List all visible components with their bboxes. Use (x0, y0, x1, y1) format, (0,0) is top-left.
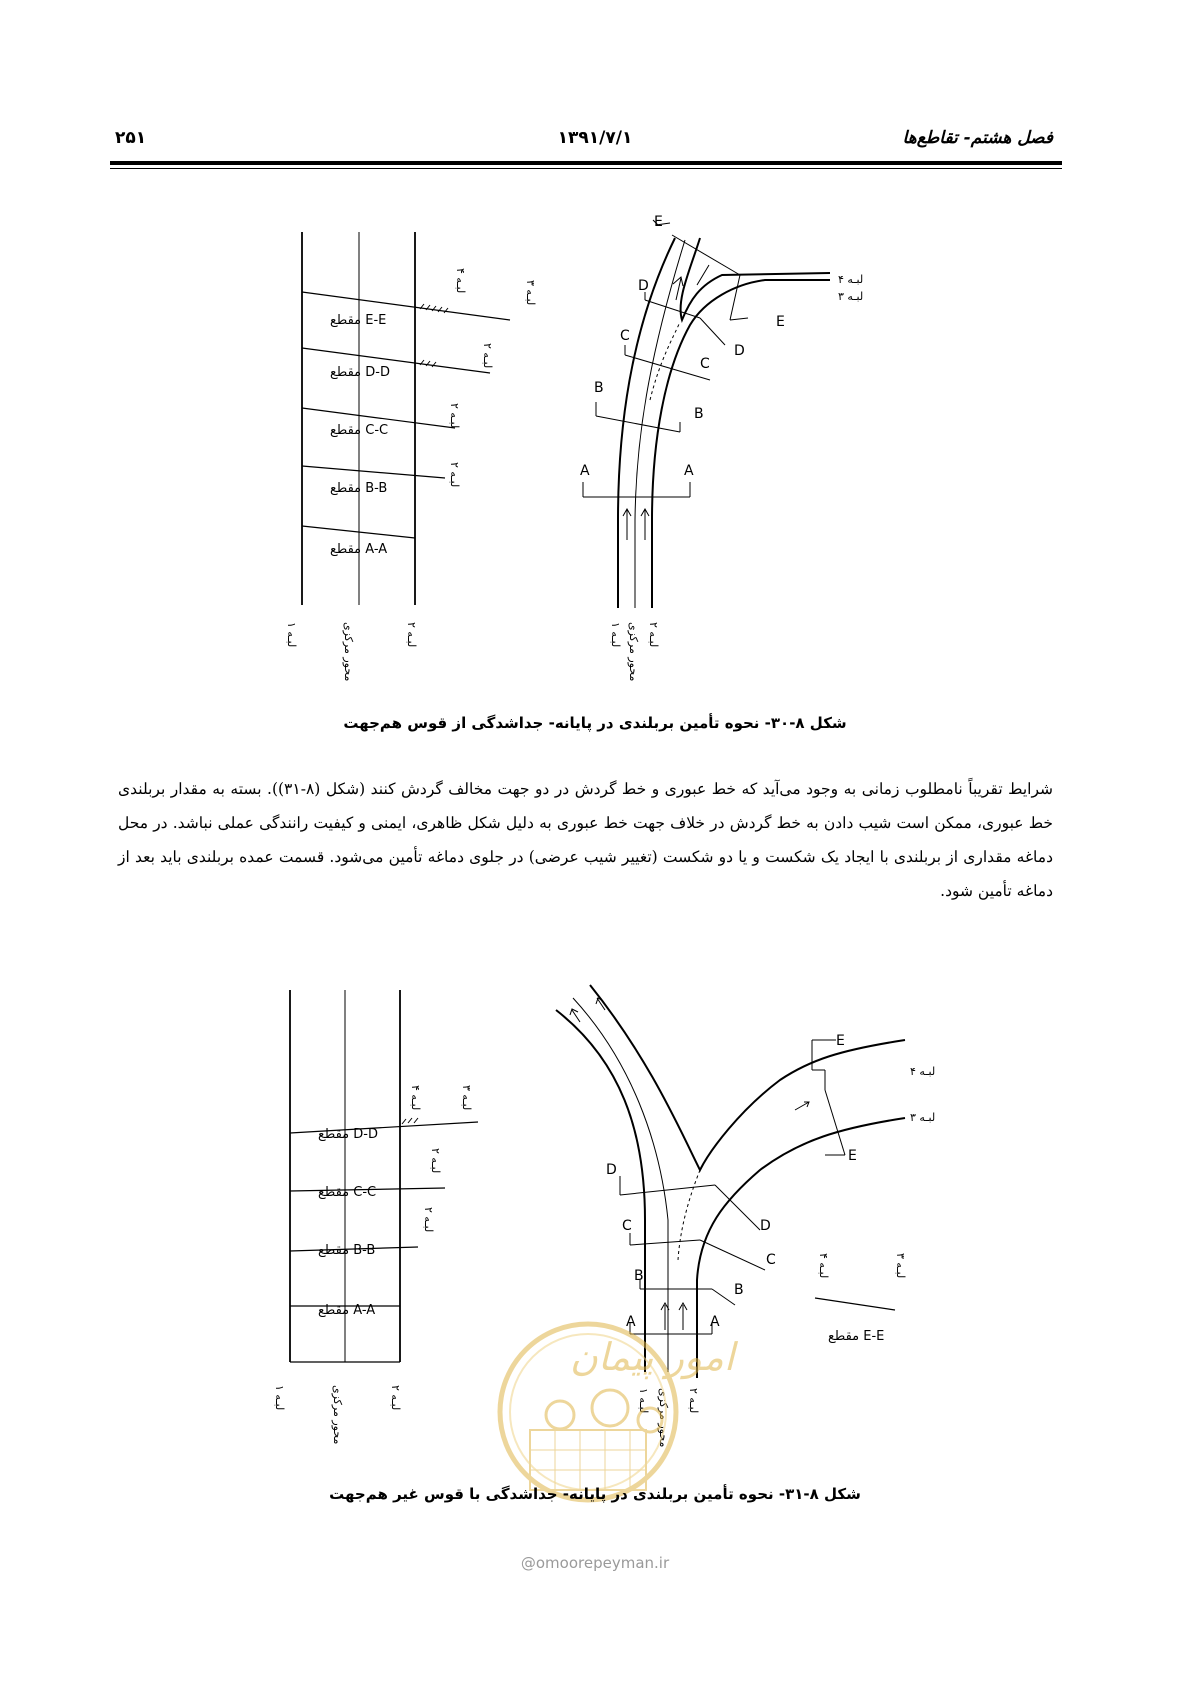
plan2-letter-c-right: C (766, 1252, 776, 1268)
edge-1-label: لبـه ۱ (285, 622, 298, 648)
plan-letter-b-right: B (694, 406, 704, 422)
fig2-edge-2-label-plan: لبـه ۲ (687, 1388, 700, 1414)
section-label-bb: مقطع B-B (330, 481, 388, 496)
plan-letter-d-right: D (734, 343, 745, 359)
edge-2-label-sec: لبـه ۲ (481, 343, 494, 369)
plan2-letter-e-bottom: E (848, 1148, 857, 1164)
centerline-label-plan: محور مرکزی (627, 622, 640, 682)
plan-letter-a-right: A (684, 463, 694, 479)
plan2-letter-b-right: B (734, 1282, 744, 1298)
plan-letter-c-right: C (700, 356, 710, 372)
watermark-logo-text: امور پیمان (570, 1335, 735, 1379)
fig2-edge-1-label: لبـه ۱ (273, 1385, 286, 1411)
chapter-title: فصل هشتم- تقاطع‌ها (902, 128, 1053, 148)
edge-2-label: لبـه ۲ (405, 622, 418, 648)
fig2-edge-3-label-ee: لبـه ۳ (894, 1253, 907, 1279)
body-paragraph: شرایط تقریباً نامطلوب زمانی به وجود می‌آید که خط عبوری و خط گردش در دو جهت مخالف گردش کنند (شکل (۸-۳۱)). بسته به مقدار بربلندی خط عبوری، ممکن است شیب دادن به خط گردش در خلاف جهت خط عبوری به دلیل شکل ظاهری، ایمنی و کیفیت رانندگی عملی نباشد. در محل دماغه مقداری از بربلندی با ایجاد یک شکست و یا دو شکست (تغییر شیب عرضی) در جلوی دماغه تأمین می‌شود. قسمت عمده بربلندی باید بعد از دماغه تأمین شود. (118, 780, 1053, 900)
plan-letter-b-left: B (594, 380, 604, 396)
header-date: ۱۳۹۱/۷/۱ (557, 128, 633, 148)
figure-2-caption: شکل ۸-۳۱- نحوه تأمین بربلندی در پایانه- جداشدگی با قوس غیر هم‌جهت (329, 1485, 861, 1503)
section2-label-dd: مقطع D-D (318, 1127, 378, 1142)
watermark-site: @omoorepeyman.ir (520, 1554, 670, 1572)
centerline-label: محور مرکزی (342, 622, 355, 682)
plan-letter-d-left: D (638, 278, 649, 294)
section-label-aa: مقطع A-A (330, 542, 388, 557)
figure-1-caption: شکل ۸-۳۰- نحوه تأمین بربلندی در پایانه- جداشدگی از قوس هم‌جهت (343, 714, 847, 732)
plan2-letter-d-left: D (606, 1162, 617, 1178)
section2-label-aa: مقطع A-A (318, 1303, 376, 1318)
fig2-edge-4-label-ee: لبـه ۴ (817, 1253, 830, 1279)
fig2-edge-1-label-plan: لبـه ۱ (637, 1388, 650, 1414)
edge-4-label-plan: لبـه ۴ (838, 273, 864, 286)
fig2-edge-3-label-sec: لبـه ۳ (460, 1085, 473, 1111)
plan-letter-e-right: E (776, 314, 785, 330)
edge-4-label-sec: لبـه ۴ (454, 268, 467, 294)
section-label-dd: مقطع D-D (330, 365, 390, 380)
edge-2-label-sec: لبـه ۲ (448, 462, 461, 488)
section2-label-cc: مقطع C-C (318, 1185, 377, 1200)
plan2-letter-b-left: B (634, 1268, 644, 1284)
edge-1-label-plan: لبـه ۱ (609, 622, 622, 648)
plan2-letter-e-top: E (836, 1033, 845, 1049)
plan2-letter-a-right: A (710, 1314, 720, 1330)
section-label-ee: مقطع E-E (330, 313, 387, 328)
edge-2-label-plan: لبـه ۲ (647, 622, 660, 648)
fig2-centerline-label: محور مرکزی (331, 1385, 344, 1445)
fig2-edge-4-label-sec: لبـه ۴ (409, 1085, 422, 1111)
fig2-edge-2-label-sec: لبـه ۲ (422, 1207, 435, 1233)
plan-letter-e-top: E (654, 214, 663, 230)
page-number: ۲۵۱ (115, 128, 147, 148)
plan-letter-c-left: C (620, 328, 630, 344)
fig2-edge-2-label-sec: لبـه ۲ (429, 1148, 442, 1174)
fig2-edge-3-label-plan: لبـه ۳ (910, 1111, 936, 1124)
plan2-letter-d-right: D (760, 1218, 771, 1234)
fig2-edge-4-label-plan: لبـه ۴ (910, 1065, 936, 1078)
edge-3-label-sec: لبـه ۳ (524, 280, 537, 306)
section2-label-bb: مقطع B-B (318, 1243, 376, 1258)
fig2-edge-2-label: لبـه ۲ (389, 1385, 402, 1411)
section-label-cc: مقطع C-C (330, 423, 389, 438)
edge-3-label-plan: لبـه ۳ (838, 290, 864, 303)
fig2-centerline-label-plan: محور مرکزی (657, 1388, 670, 1448)
plan2-letter-a-left: A (626, 1314, 636, 1330)
edge-2-label-sec: لبـه ۲ (448, 403, 461, 429)
plan-letter-a-left: A (580, 463, 590, 479)
plan2-letter-c-left: C (622, 1218, 632, 1234)
section2-label-ee: مقطع E-E (828, 1329, 885, 1344)
watermark-logo (500, 1324, 739, 1500)
